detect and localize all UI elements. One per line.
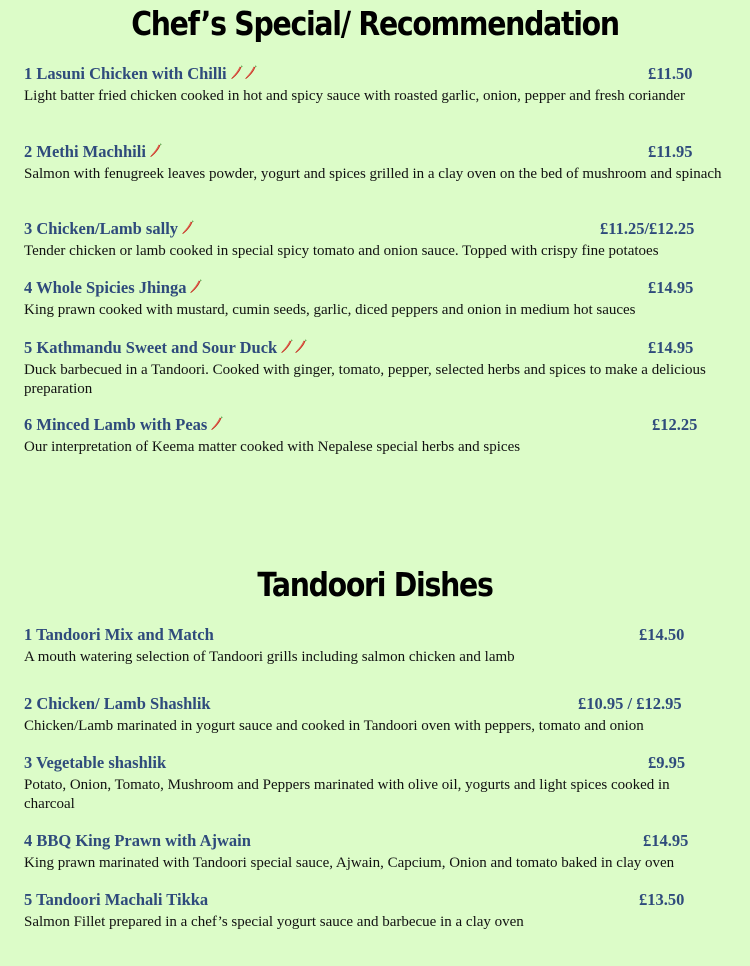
item-description: Light batter fried chicken cooked in hot and spicy sauce with roasted garlic, onion, pepper and fresh coriander <box>24 88 686 104</box>
item-price: £13.50 <box>639 890 685 909</box>
item-description: Salmon with fenugreek leaves powder, yogurt and spices grilled in a clay oven on the bed of mushroom and spinach <box>24 166 722 182</box>
item-description: Potato, Onion, Tomato, Mushroom and Peppers marinated with olive oil, yogurts and light spices cooked in charcoal <box>24 777 670 812</box>
menu-item <box>24 890 724 932</box>
menu-item <box>24 338 724 398</box>
item-name: 1 Tandoori Mix and Match <box>24 625 214 644</box>
menu-item <box>24 753 724 813</box>
item-name: 1 Lasuni Chicken with Chilli <box>24 64 227 83</box>
item-price: £14.95 <box>648 338 694 357</box>
menu-item <box>24 625 724 667</box>
item-price: £11.50 <box>648 64 693 83</box>
chili-pepper-icon <box>280 338 294 354</box>
item-price: £11.95 <box>648 142 693 161</box>
item-description: Tender chicken or lamb cooked in special spicy tomato and onion sauce. Topped with crispy fine potatoes <box>24 243 659 259</box>
chili-pepper-icon <box>294 338 308 354</box>
item-name: 2 Chicken/ Lamb Shashlik <box>24 694 211 713</box>
menu-item <box>24 415 724 457</box>
item-description: Chicken/Lamb marinated in yogurt sauce and cooked in Tandoori oven with peppers, tomato and onion <box>24 718 644 734</box>
item-price: £14.95 <box>648 278 694 297</box>
chilli-rating <box>280 338 308 359</box>
item-price: £14.95 <box>643 831 689 850</box>
menu-item <box>24 831 724 873</box>
item-description: King prawn cooked with mustard, cumin seeds, garlic, diced peppers and onion in medium hot sauces <box>24 302 636 318</box>
chilli-rating <box>230 64 258 85</box>
item-price: £9.95 <box>648 753 686 772</box>
chili-pepper-icon <box>244 64 258 80</box>
item-name: 4 Whole Spicies Jhinga <box>24 278 187 297</box>
chilli-rating <box>210 415 224 436</box>
item-name: 3 Vegetable shashlik <box>24 753 167 772</box>
menu-item <box>24 278 724 320</box>
section-title-chefs-special: Chef’s Special/ Recommendation <box>131 4 619 43</box>
item-name: 5 Tandoori Machali Tikka <box>24 890 209 909</box>
item-price: £11.25/£12.25 <box>600 219 695 238</box>
section-title-tandoori: Tandoori Dishes <box>257 565 493 604</box>
chili-pepper-icon <box>181 219 195 235</box>
chilli-rating <box>189 278 203 299</box>
item-name: 4 BBQ King Prawn with Ajwain <box>24 831 251 850</box>
chili-pepper-icon <box>189 278 203 294</box>
menu-item <box>24 219 724 261</box>
chili-pepper-icon <box>149 142 163 158</box>
item-price: £14.50 <box>639 625 685 644</box>
item-description: King prawn marinated with Tandoori special sauce, Ajwain, Capcium, Onion and tomato baked in clay oven <box>24 855 675 871</box>
item-description: Duck barbecued in a Tandoori. Cooked with ginger, tomato, pepper, selected herbs and spices to make a delicious preparation <box>24 362 706 397</box>
chili-pepper-icon <box>210 415 224 431</box>
chilli-rating <box>181 219 195 240</box>
chili-pepper-icon <box>230 64 244 80</box>
item-name: 6 Minced Lamb with Peas <box>24 415 208 434</box>
chilli-rating <box>149 142 163 163</box>
menu-item <box>24 64 724 106</box>
item-description: Salmon Fillet prepared in a chef’s special yogurt sauce and barbecue in a clay oven <box>24 914 524 930</box>
item-price: £12.25 <box>652 415 698 434</box>
item-name: 3 Chicken/Lamb sally <box>24 219 179 238</box>
item-description: A mouth watering selection of Tandoori grills including salmon chicken and lamb <box>24 649 515 665</box>
menu-item <box>24 142 724 184</box>
menu-item <box>24 694 724 736</box>
item-name: 5 Kathmandu Sweet and Sour Duck <box>24 338 278 357</box>
item-price: £10.95 / £12.95 <box>578 694 682 713</box>
item-name: 2 Methi Machhili <box>24 142 146 161</box>
item-description: Our interpretation of Keema matter cooked with Nepalese special herbs and spices <box>24 439 521 455</box>
